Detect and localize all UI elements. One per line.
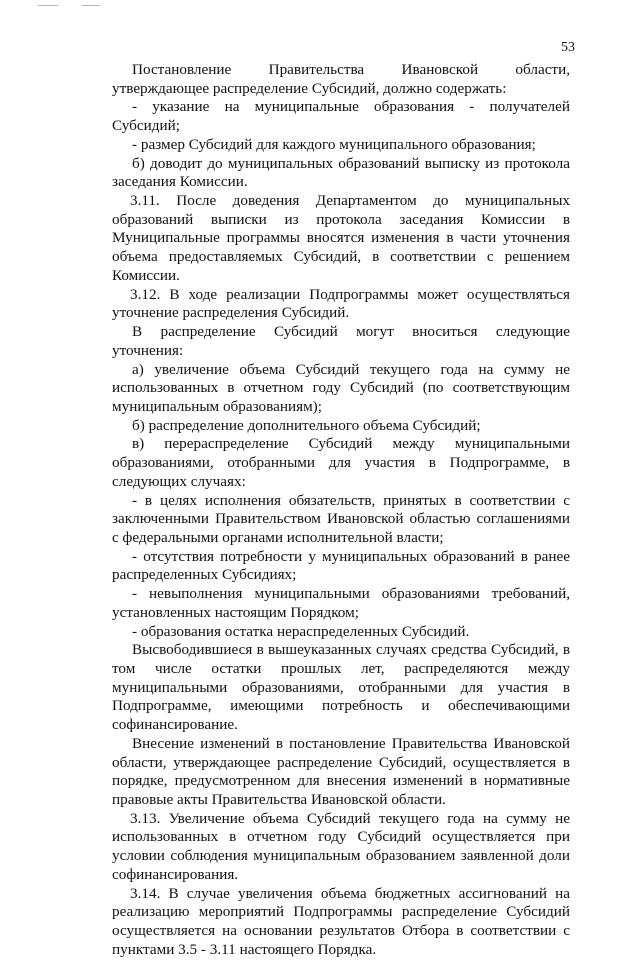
scan-artifact-line xyxy=(82,5,100,6)
paragraph-list-item: - указание на муниципальные образования - получателей Субсидий; xyxy=(112,98,570,135)
paragraph-list-item: - в целях исполнения обязательств, принятых в соответствии с заключенными Правительством Ивановской областью соглашениями с федеральными органами исполнительной власти; xyxy=(112,491,570,546)
paragraph-subitem-b: б) доводит до муниципальных образований выписку из протокола заседания Комиссии. xyxy=(112,154,570,191)
paragraph-clause-3-14: 3.14. В случае увеличения объема бюджетных ассигнований на реализацию мероприятий Подпрограммы распределение Субсидий осуществляется на основании результатов Отбора в соответствии с пунктами 3.5 - 3.11 настоящего Порядка. xyxy=(112,884,570,958)
paragraph-released-funds: Высвободившиеся в вышеуказанных случаях средства Субсидий, в том числе остатки прошлых лет, распределяются между муниципальными образованиями, отобранными для участия в Подпрограмме, имеющими потребность и обеспечивающими софинансирование. xyxy=(112,641,570,734)
paragraph-list-item: - отсутствия потребности у муниципальных образований в ранее распределенных Субсидиях; xyxy=(112,547,570,584)
paragraph-subitem-a: а) увеличение объема Субсидий текущего года на сумму не использованных в отчетном году Субсидий (по соответствующим муниципальным образованиям); xyxy=(112,360,570,415)
paragraph-clause-3-12: 3.12. В ходе реализации Подпрограммы может осуществляться уточнение распределения Субсидий. xyxy=(112,285,570,322)
paragraph-list-item: - образования остатка нераспределенных Субсидий. xyxy=(132,622,470,640)
scan-artifact-line xyxy=(38,5,58,6)
paragraph-amendments: Внесение изменений в постановление Правительства Ивановской области, утверждающее распределение Субсидий, осуществляется в порядке, предусмотренном для внесения изменений в нормативные правовые акты Правительства Ивановской области. xyxy=(112,734,570,809)
paragraph-clause-3-13: 3.13. Увеличение объема Субсидий текущего года на сумму не использованных в отчетном году Субсидий осуществляется при условии соблюдения муниципальным образованием заявленной доли софинансирования. xyxy=(112,809,570,883)
paragraph-list-item: - невыполнения муниципальными образованиями требований, установленных настоящим Порядком; xyxy=(112,585,570,621)
paragraph-clause-3-11: 3.11. После доведения Департаментом до муниципальных образований выписки из протокола заседания Комиссии в Муниципальные программы вносятся изменения в части уточнения объема предоставляемых Субсидий, в соответствии с решением Комиссии. xyxy=(112,192,570,284)
paragraph-clarifications-intro: В распределение Субсидий могут вноситься следующие уточнения: xyxy=(112,323,570,359)
paragraph-subitem-v: в) перераспределение Субсидий между муниципальными образованиями, отобранными для участия в Подпрограмме, в следующих случаях: xyxy=(112,435,570,490)
paragraph-decree-content: Постановление Правительства Ивановской области, утверждающее распределение Субсидий, должно содержать: xyxy=(112,61,570,97)
paragraph-subitem-b: б) распределение дополнительного объема Субсидий; xyxy=(132,416,481,434)
document-body xyxy=(112,61,570,960)
paragraph-list-item: - размер Субсидий для каждого муниципального образования; xyxy=(132,135,536,153)
page-number: 53 xyxy=(561,40,575,55)
